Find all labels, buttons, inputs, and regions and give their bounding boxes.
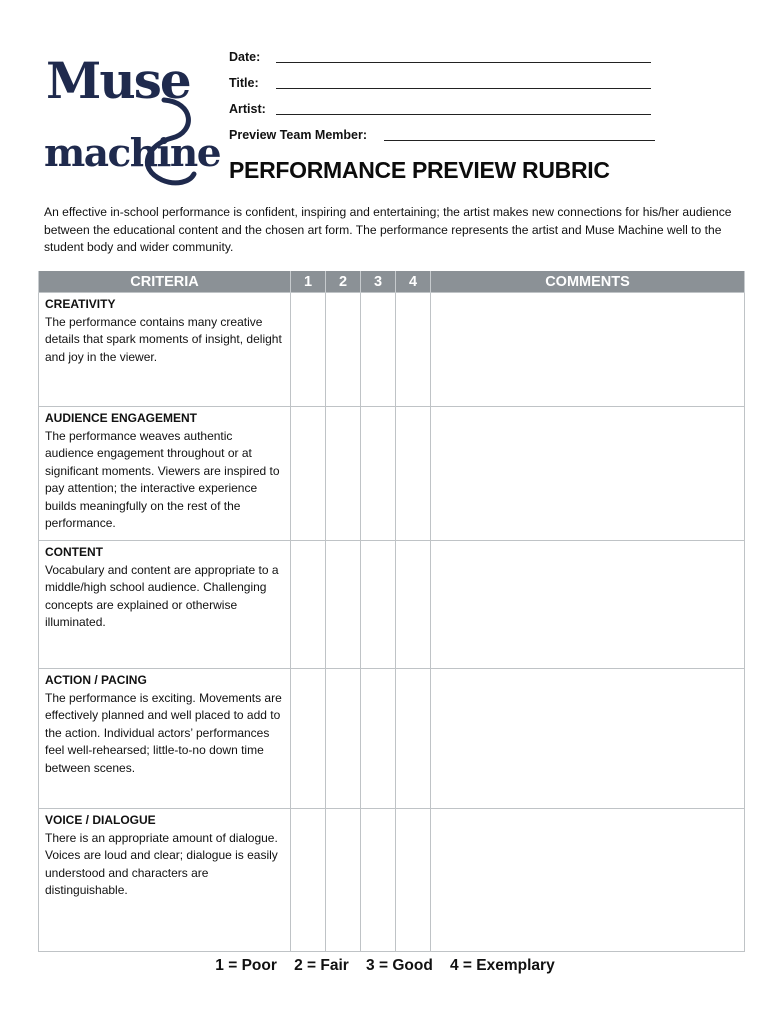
criteria-header: CRITERIA — [39, 271, 291, 293]
score-cell-4[interactable] — [396, 541, 431, 669]
criteria-description: The performance contains many creative details that spark moments of insight, delight and joy in the viewer. — [45, 314, 282, 364]
table-header-row — [39, 271, 745, 293]
score-cell-2[interactable] — [326, 669, 361, 809]
criteria-heading: AUDIENCE ENGAGEMENT — [45, 411, 198, 425]
table-row — [39, 293, 745, 407]
score-cell-3[interactable] — [361, 669, 396, 809]
criteria-description: The performance weaves authentic audience engagement throughout or at significant moments. Viewers are inspired to pay attention; the interactive experience builds meaningfully on the rest of the performance. — [45, 428, 280, 530]
criteria-cell-content — [39, 541, 291, 669]
date-label: Date: — [229, 50, 261, 64]
title-field[interactable] — [229, 74, 659, 100]
score-cell-3[interactable] — [361, 407, 396, 541]
score-cell-3[interactable] — [361, 809, 396, 952]
criteria-heading: CONTENT — [45, 545, 103, 559]
criteria-description: The performance is exciting. Movements are effectively planned and well placed to add to the action. Individual actors’ performances feel well-rehearsed; little-to-no down time between scenes. — [45, 690, 282, 775]
comments-cell[interactable] — [431, 809, 745, 952]
score-1-header: 1 — [291, 271, 326, 293]
table-row — [39, 809, 745, 952]
table-row — [39, 407, 745, 541]
score-cell-1[interactable] — [291, 669, 326, 809]
muse-machine-logo — [44, 40, 222, 188]
date-field[interactable] — [229, 48, 659, 74]
artist-label: Artist: — [229, 102, 266, 116]
score-cell-3[interactable] — [361, 541, 396, 669]
score-cell-1[interactable] — [291, 541, 326, 669]
criteria-cell-voice-dialogue — [39, 809, 291, 952]
score-cell-4[interactable] — [396, 407, 431, 541]
preview-team-member-label: Preview Team Member: — [229, 128, 368, 142]
comments-header: COMMENTS — [431, 271, 745, 293]
rubric-table — [38, 271, 745, 952]
score-cell-3[interactable] — [361, 293, 396, 407]
criteria-heading: ACTION / PACING — [45, 673, 147, 687]
preview-team-member-line[interactable] — [384, 140, 655, 141]
comments-cell[interactable] — [431, 407, 745, 541]
score-cell-4[interactable] — [396, 809, 431, 952]
table-row — [39, 541, 745, 669]
score-cell-4[interactable] — [396, 669, 431, 809]
artist-field[interactable] — [229, 100, 659, 126]
criteria-description: There is an appropriate amount of dialogue. Voices are loud and clear; dialogue is easily understood and characters are distinguishable. — [45, 830, 278, 897]
score-cell-4[interactable] — [396, 293, 431, 407]
comments-cell[interactable] — [431, 669, 745, 809]
logo-word-machine: machine — [44, 130, 221, 175]
score-cell-1[interactable] — [291, 293, 326, 407]
criteria-description: Vocabulary and content are appropriate to a middle/high school audience. Challenging concepts are explained or otherwise illuminated. — [45, 562, 279, 629]
score-legend: 1 = Poor 2 = Fair 3 = Good 4 = Exemplary — [215, 957, 555, 974]
criteria-heading: VOICE / DIALOGUE — [45, 813, 156, 827]
title-line[interactable] — [276, 88, 651, 89]
title-label: Title: — [229, 76, 259, 90]
page-title: PERFORMANCE PREVIEW RUBRIC — [229, 157, 610, 183]
score-cell-2[interactable] — [326, 293, 361, 407]
header-fields — [229, 48, 659, 152]
date-line[interactable] — [276, 62, 651, 63]
comments-cell[interactable] — [431, 293, 745, 407]
comments-cell[interactable] — [431, 541, 745, 669]
preview-team-member-field[interactable] — [229, 126, 659, 152]
intro-paragraph: An effective in-school performance is confident, inspiring and entertaining; the artist makes new connections for his/her audience between the educational content and the chosen art form. The performance represents the artist and Muse Machine well to the student body and wider community. — [44, 205, 732, 254]
score-2-header: 2 — [326, 271, 361, 293]
criteria-cell-action-pacing — [39, 669, 291, 809]
score-3-header: 3 — [361, 271, 396, 293]
criteria-cell-audience-engagement — [39, 407, 291, 541]
criteria-cell-creativity — [39, 293, 291, 407]
score-cell-2[interactable] — [326, 541, 361, 669]
score-cell-2[interactable] — [326, 809, 361, 952]
score-cell-1[interactable] — [291, 407, 326, 541]
score-cell-2[interactable] — [326, 407, 361, 541]
logo-word-muse: Muse — [46, 51, 190, 110]
score-cell-1[interactable] — [291, 809, 326, 952]
criteria-heading: CREATIVITY — [45, 297, 116, 311]
artist-line[interactable] — [276, 114, 651, 115]
table-row — [39, 669, 745, 809]
score-4-header: 4 — [396, 271, 431, 293]
